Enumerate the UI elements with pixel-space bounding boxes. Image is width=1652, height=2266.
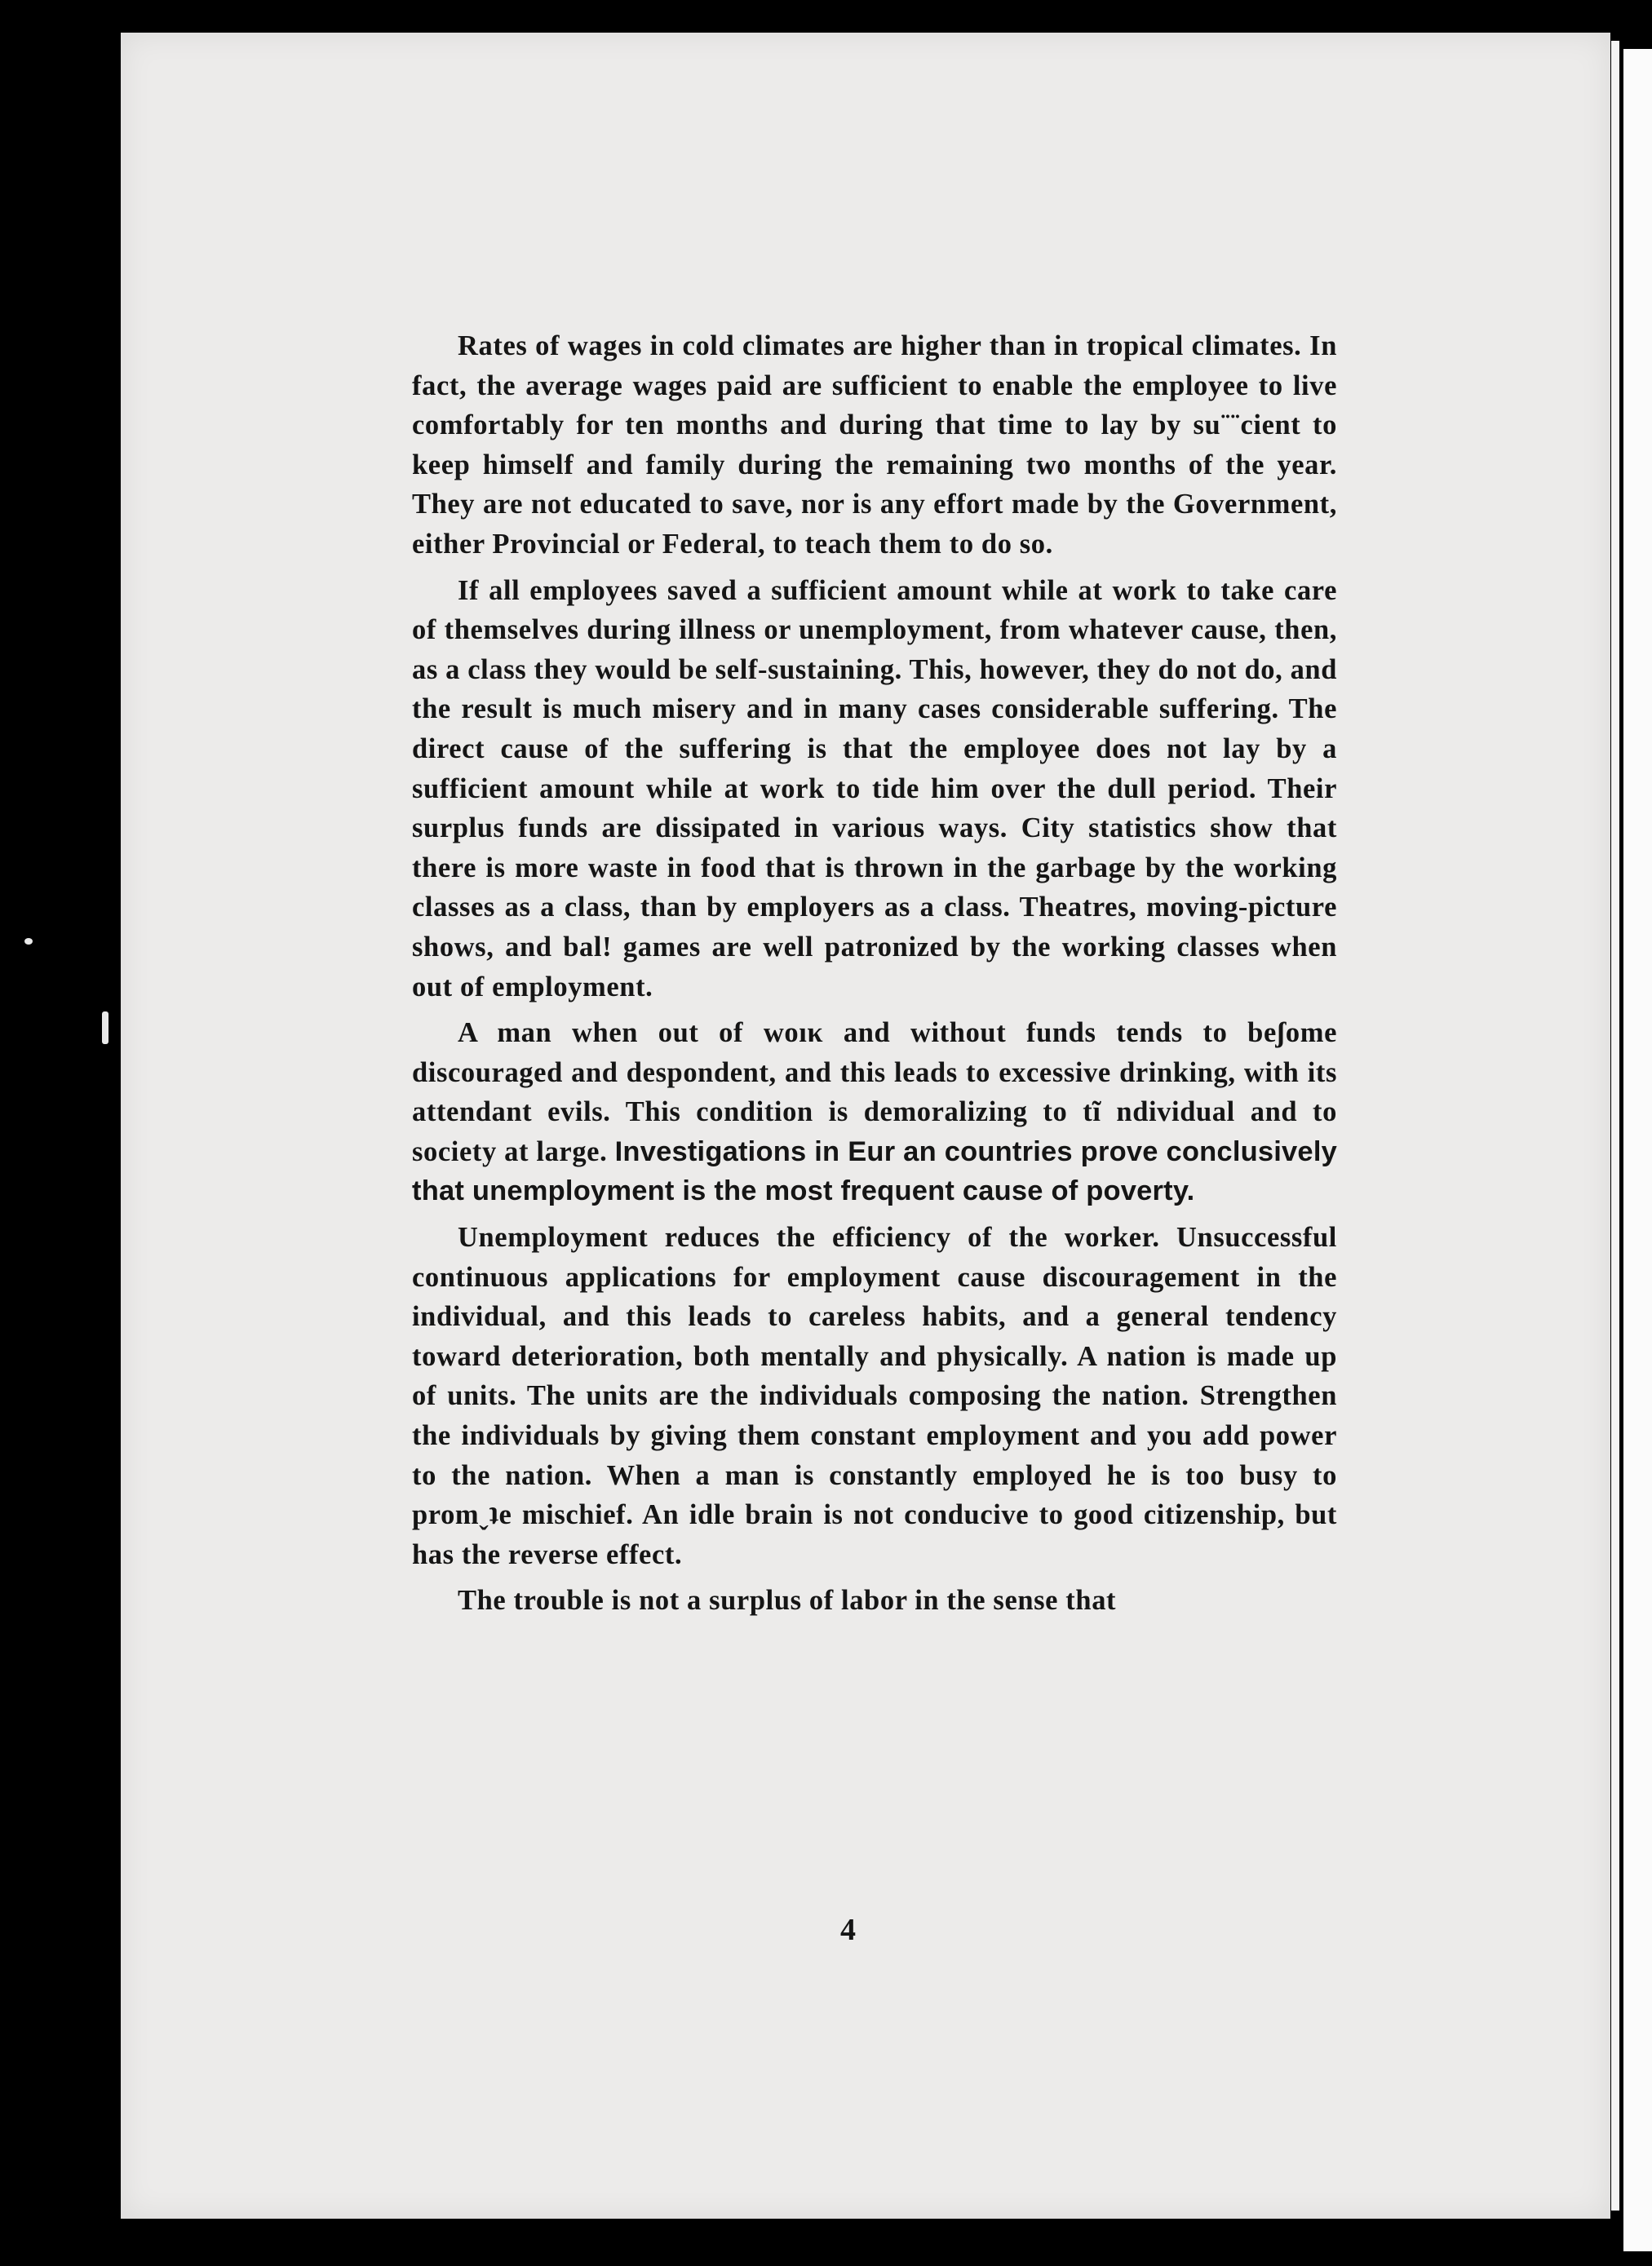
- paragraph: Unemployment reduces the efficiency of the worker. Unsuccessful continuous applications for employment cause discouragement in the individual, and this leads to careless habits, and a general tendency toward deterioration, both mentally and physically. A nation is made up of units. The units are the individuals composing the nation. Strengthen the individuals by giving them constant employment and you add power to the nation. When a man is constantly employed he is too busy to promˬʇe mischief. An idle brain is not conducive to good citizenship, but has the reverse effect.: [412, 1222, 1337, 1570]
- page-edge-outer: [1623, 49, 1652, 2251]
- page-edge: [1611, 41, 1619, 2211]
- paragraph-text: A man when out of woıκ and without funds tends to beʃome discouraged and despondent, and this leads to excessive drinking, with its attendant evils. This condition is demoralizing to tĩ ndividual and to society at large.: [412, 1017, 1337, 1167]
- scan-speck: [24, 938, 33, 945]
- body-text: [412, 326, 1337, 1621]
- paragraph: Rates of wages in cold climates are higher than in tropical climates. In fact, the average wages paid are sufficient to enable the employee to live comfortably for ten months and during that time to lay by su¨¨cient to keep himself and family during the remaining two months of the year. They are not educated to save, nor is any effort made by the Government, either Provincial or Federal, to teach them to do so.: [412, 330, 1337, 560]
- page-number: 4: [840, 1913, 856, 1947]
- emphasized-text: Investigations in Eur an countries prove conclusively that unemployment is the most frequent cause of poverty.: [412, 1135, 1337, 1207]
- paragraph: [412, 1013, 1337, 1211]
- paragraph: If all employees saved a sufficient amount while at work to take care of themselves during illness or unemployment, from whatever cause, then, as a class they would be self-sustaining. This, however, they do not do, and the result is much misery and in many cases considerable suffering. The direct cause of the suffering is that the employee does not lay by a sufficient amount while at work to tide him over the dull period. Their surplus funds are dissipated in various ways. City statistics show that there is more waste in food that is thrown in the garbage by the working classes as a class, than by employers as a class. Theatres, moving-picture shows, and bal! games are well patronized by the working classes when out of employment.: [412, 574, 1337, 1002]
- scan-speck: [102, 1011, 109, 1044]
- paragraph: The trouble is not a surplus of labor in the sense that: [458, 1585, 1117, 1617]
